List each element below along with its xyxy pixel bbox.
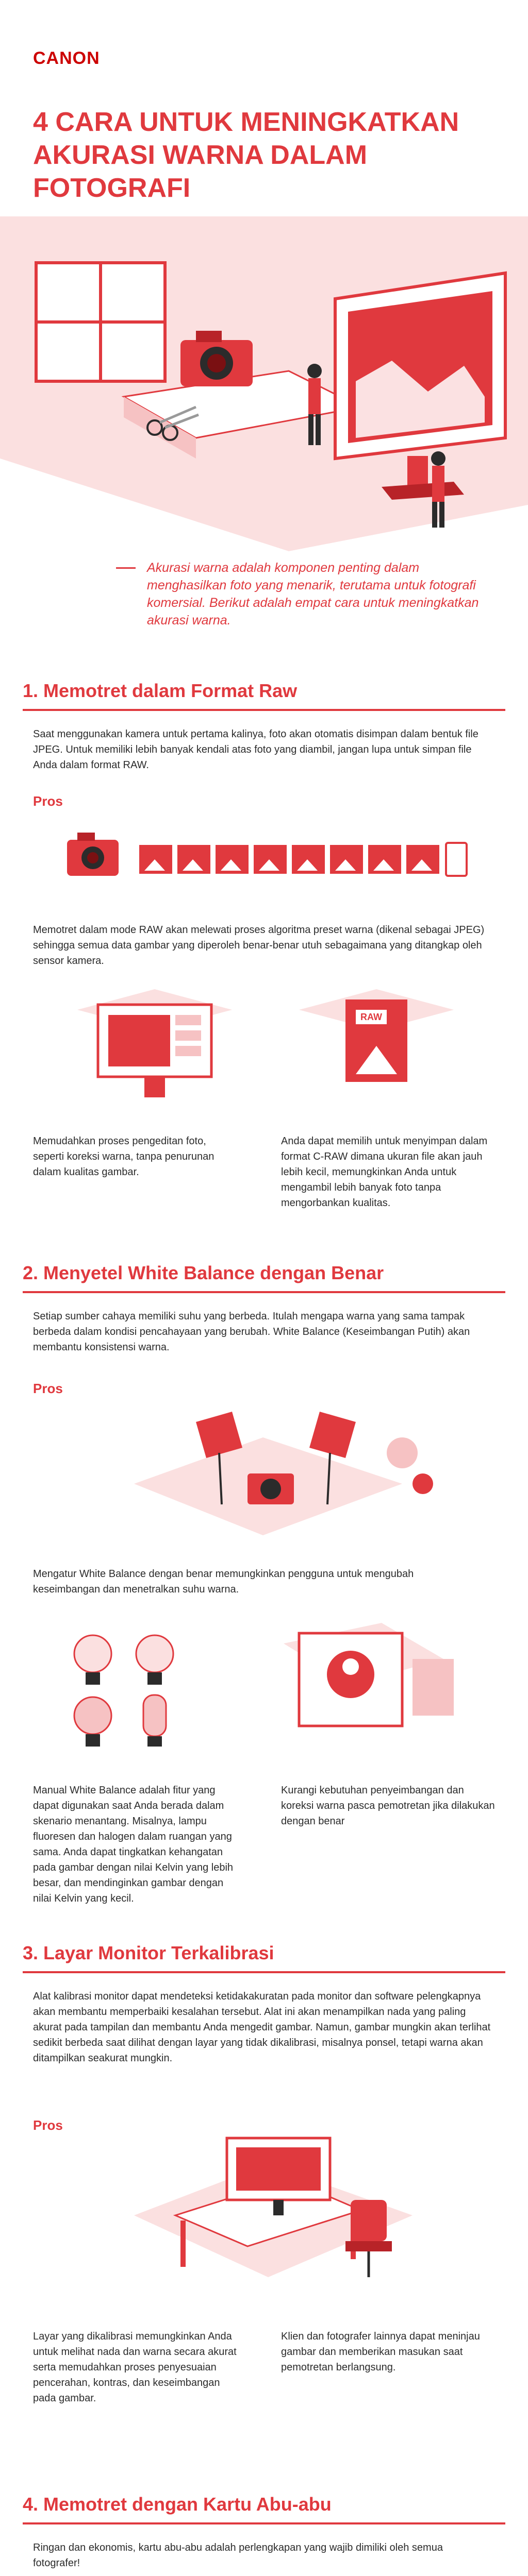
section-2-detail: Mengatur White Balance dengan benar memungkinkan pengguna untuk mengubah keseimbangan dan menetralkan suhu warna.: [33, 1568, 414, 1595]
raw-file-icon: [345, 999, 407, 1082]
jpeg-files-illustration: [67, 824, 469, 886]
section-3-heading: 3. Layar Monitor Terkalibrasi: [23, 1942, 505, 1973]
intro-text: Akurasi warna adalah komponen penting dalam menghasilkan foto yang menarik, terutama untuk fotografi komersial. Berikut adalah empat cara untuk meningkatkan akurasi warna.: [147, 561, 479, 628]
calibrated-monitor-illustration: [103, 2123, 433, 2298]
section-2-pros-label: Pros: [33, 1381, 63, 1396]
page-title: 4 CARA UNTUK MENINGKATKAN AKURASI WARNA DALAM FOTOGRAFI: [33, 107, 459, 203]
section-1-lead: Saat menggunakan kamera untuk pertama kalinya, foto akan otomatis disimpan dalam bentuk file JPEG. Untuk memiliki lebih banyak kendali atas foto yang diambil, jangan lupa untuk simpan file Anda dalam format RAW.: [33, 728, 478, 771]
photo-frame-icon: [299, 1633, 454, 1726]
section-2-pro-right: Kurangi kebutuhan penyeimbangan dan koreksi warna pasca pemotretan jika dilakukan dengan benar: [281, 1785, 495, 1827]
section-1-pros-label: Pros: [33, 793, 63, 809]
section-1-heading: 1. Memotret dalam Format Raw: [23, 680, 505, 711]
intro-block: [147, 559, 498, 629]
camera-icon: [67, 833, 119, 876]
canon-logo: CANON: [33, 48, 100, 68]
office-chair-icon: [345, 2200, 392, 2277]
section-4-heading: 4. Memotret dengan Kartu Abu-abu: [23, 2494, 505, 2524]
color-swatch-icon: [387, 1437, 418, 1468]
section-1-detail: Memotret dalam mode RAW akan melewati proses algoritma preset warna (dikenal sebagai JPEG) sehingga semua data gambar yang diperoleh benar-benar utuh sebagaimana yang ditangkap oleh sensor kamera.: [33, 924, 485, 967]
section-3-pro-left: Layar yang dikalibrasi memungkinkan Anda untuk melihat nada dan warna secara akurat serta memudahkan proses penyesuaian pencerahan, kontras, dan keseimbangan pada gambar.: [33, 2331, 237, 2404]
raw-editing-illustration: [77, 989, 469, 1108]
section-2-pro-left: Manual White Balance adalah fitur yang dapat digunakan saat Anda berada dalam skenario menantang. Misalnya, lampu fluoresen dan halogen dalam ruangan yang sama. Anda dapat tingkatkan kehangatan pada gambar dengan nilai Kelvin yang lebih besar, dan mendinginkan gambar dengan nilai Kelvin yang kecil.: [33, 1785, 234, 1904]
white-balance-illustration: [52, 1613, 474, 1757]
section-3-lead: Alat kalibrasi monitor dapat mendeteksi ketidakakuratan pada monitor dan software pelengkapnya akan membantu memperbaiki kesalahan tersebut. Alat ini akan menampilkan nada yang paling akurat pada tampilan dan membantu Anda mengedit gambar. Namun, gambar mungkin akan terlihat sedikit berbeda saat dilihat dengan layar yang tidak dikalibrasi, misalnya ponsel, tetapi warna akan ditampilkan seakurat mungkin.: [33, 1991, 491, 2064]
section-4-lead: Ringan dan ekonomis, kartu abu-abu adalah perlengkapan yang wajib dimiliki oleh semua fotografer!: [33, 2542, 443, 2569]
raw-tag: RAW: [360, 1012, 382, 1022]
lighting-setup-illustration: [93, 1391, 454, 1546]
section-3-pros-label: Pros: [33, 2117, 63, 2133]
section-2-heading: 2. Menyetel White Balance dengan Benar: [23, 1262, 505, 1293]
intro-dash: [116, 567, 136, 569]
window-icon: [36, 263, 165, 381]
section-2-lead: Setiap sumber cahaya memiliki suhu yang berbeda. Itulah mengapa warna yang sama tampak berbeda dalam kondisi pencahayaan yang berubah. White Balance (Keseimbangan Putih) akan membantu konsistensi warna.: [33, 1311, 470, 1353]
section-1-pro-right: Anda dapat memilih untuk menyimpan dalam format C-RAW dimana ukuran file akan jauh lebih kecil, memungkinkan Anda untuk mengambil lebih banyak foto tanpa mengorbankan kualitas.: [281, 1136, 488, 1209]
memory-card-icon: [446, 843, 467, 876]
light-bulb-icon: [74, 1635, 173, 1747]
section-3-pro-right: Klien dan fotografer lainnya dapat meninjau gambar dan memberikan masukan saat pemotretan berlangsung.: [281, 2331, 480, 2373]
section-1-pro-left: Memudahkan proses pengeditan foto, seperti koreksi warna, tanpa penurunan dalam kualitas gambar.: [33, 1136, 214, 1178]
monitor-icon: [98, 1005, 211, 1097]
camera-icon: [248, 1473, 294, 1504]
hero-illustration: [0, 216, 528, 551]
